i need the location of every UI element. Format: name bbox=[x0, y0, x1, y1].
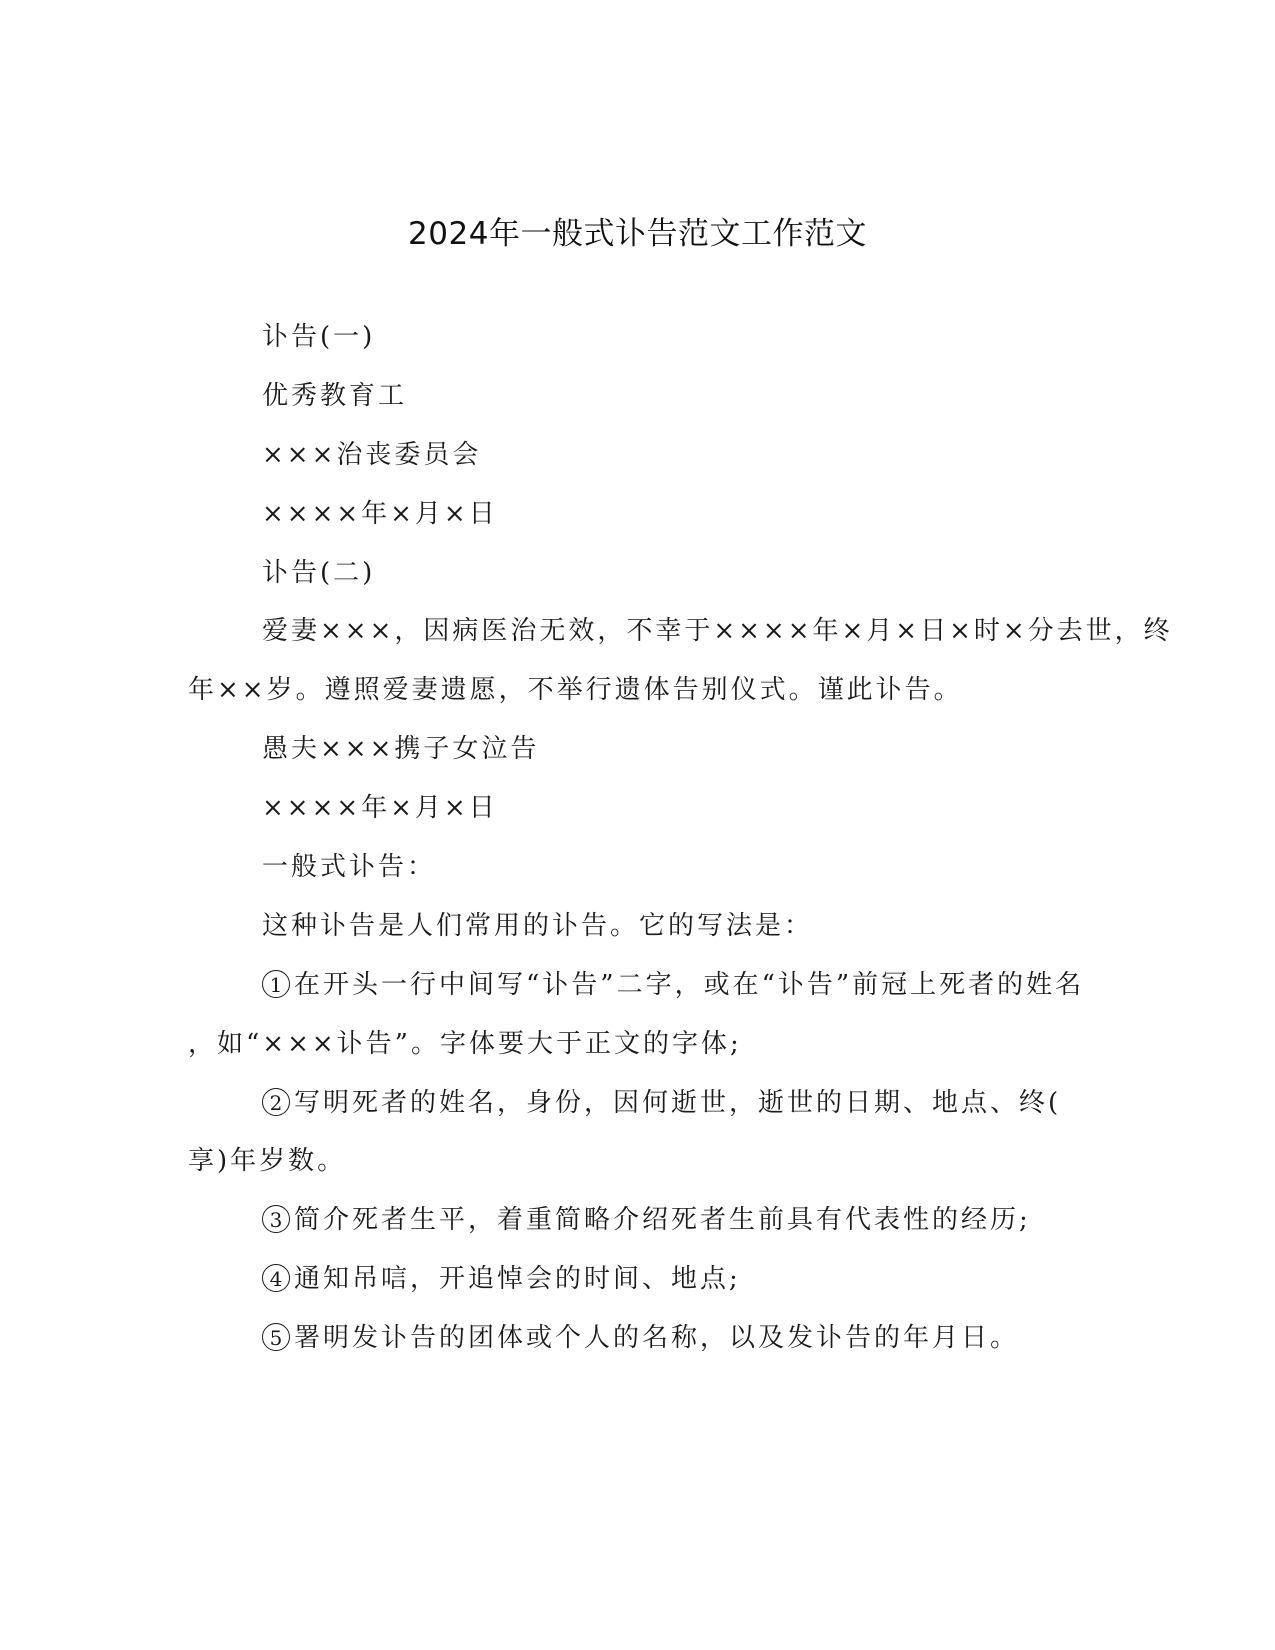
list-item bbox=[262, 1259, 741, 1299]
paragraph-line: 爱妻×××，因病医治无效，不幸于××××年×月×日×时×分去世，终 bbox=[262, 616, 1173, 646]
list-item bbox=[262, 965, 1084, 1005]
list-item bbox=[262, 1318, 1019, 1358]
paragraph-line: 年××岁。遵照爱妻遗愿，不举行遗体告别仪式。谨此讣告。 bbox=[188, 675, 963, 705]
list-item-text: 署明发讣告的团体或个人的名称，以及发讣告的年月日。 bbox=[294, 1323, 1020, 1353]
text-line: ×××治丧委员会 bbox=[262, 440, 482, 470]
paragraph-line: 这种讣告是人们常用的讣告。它的写法是： bbox=[262, 911, 814, 941]
signature-line: 愚夫×××携子女泣告 bbox=[262, 734, 540, 764]
circled-number-marker: 5 bbox=[262, 1323, 290, 1351]
paragraph-line: ，如“×××讣告”。字体要大于正文的字体; bbox=[188, 1029, 742, 1059]
circled-number-marker: 1 bbox=[262, 970, 290, 998]
list-item-text: 通知吊唁，开追悼会的时间、地点; bbox=[294, 1264, 741, 1294]
text-line: 优秀教育工 bbox=[262, 381, 408, 411]
date-line: ××××年×月×日 bbox=[262, 499, 498, 529]
paragraph-line: 享)年岁数。 bbox=[188, 1146, 347, 1176]
circled-number-marker: 2 bbox=[262, 1088, 290, 1116]
circled-number-marker: 3 bbox=[262, 1205, 290, 1233]
section-heading: 一般式讣告： bbox=[262, 852, 437, 882]
list-item bbox=[262, 1083, 1061, 1123]
page-title: 2024年一般式讣告范文工作范文 bbox=[408, 216, 867, 252]
heading-obituary-1: 讣告(一) bbox=[262, 322, 376, 352]
list-item-text: 写明死者的姓名，身份，因何逝世，逝世的日期、地点、终( bbox=[294, 1088, 1062, 1118]
list-item-text: 简介死者生平，着重简略介绍死者生前具有代表性的经历; bbox=[294, 1205, 1031, 1235]
heading-obituary-2: 讣告(二) bbox=[262, 558, 376, 588]
circled-number-marker: 4 bbox=[262, 1264, 290, 1292]
list-item bbox=[262, 1200, 1031, 1240]
list-item-text: 在开头一行中间写“讣告”二字，或在“讣告”前冠上死者的姓名 bbox=[294, 970, 1085, 1000]
date-line: ××××年×月×日 bbox=[262, 793, 498, 823]
